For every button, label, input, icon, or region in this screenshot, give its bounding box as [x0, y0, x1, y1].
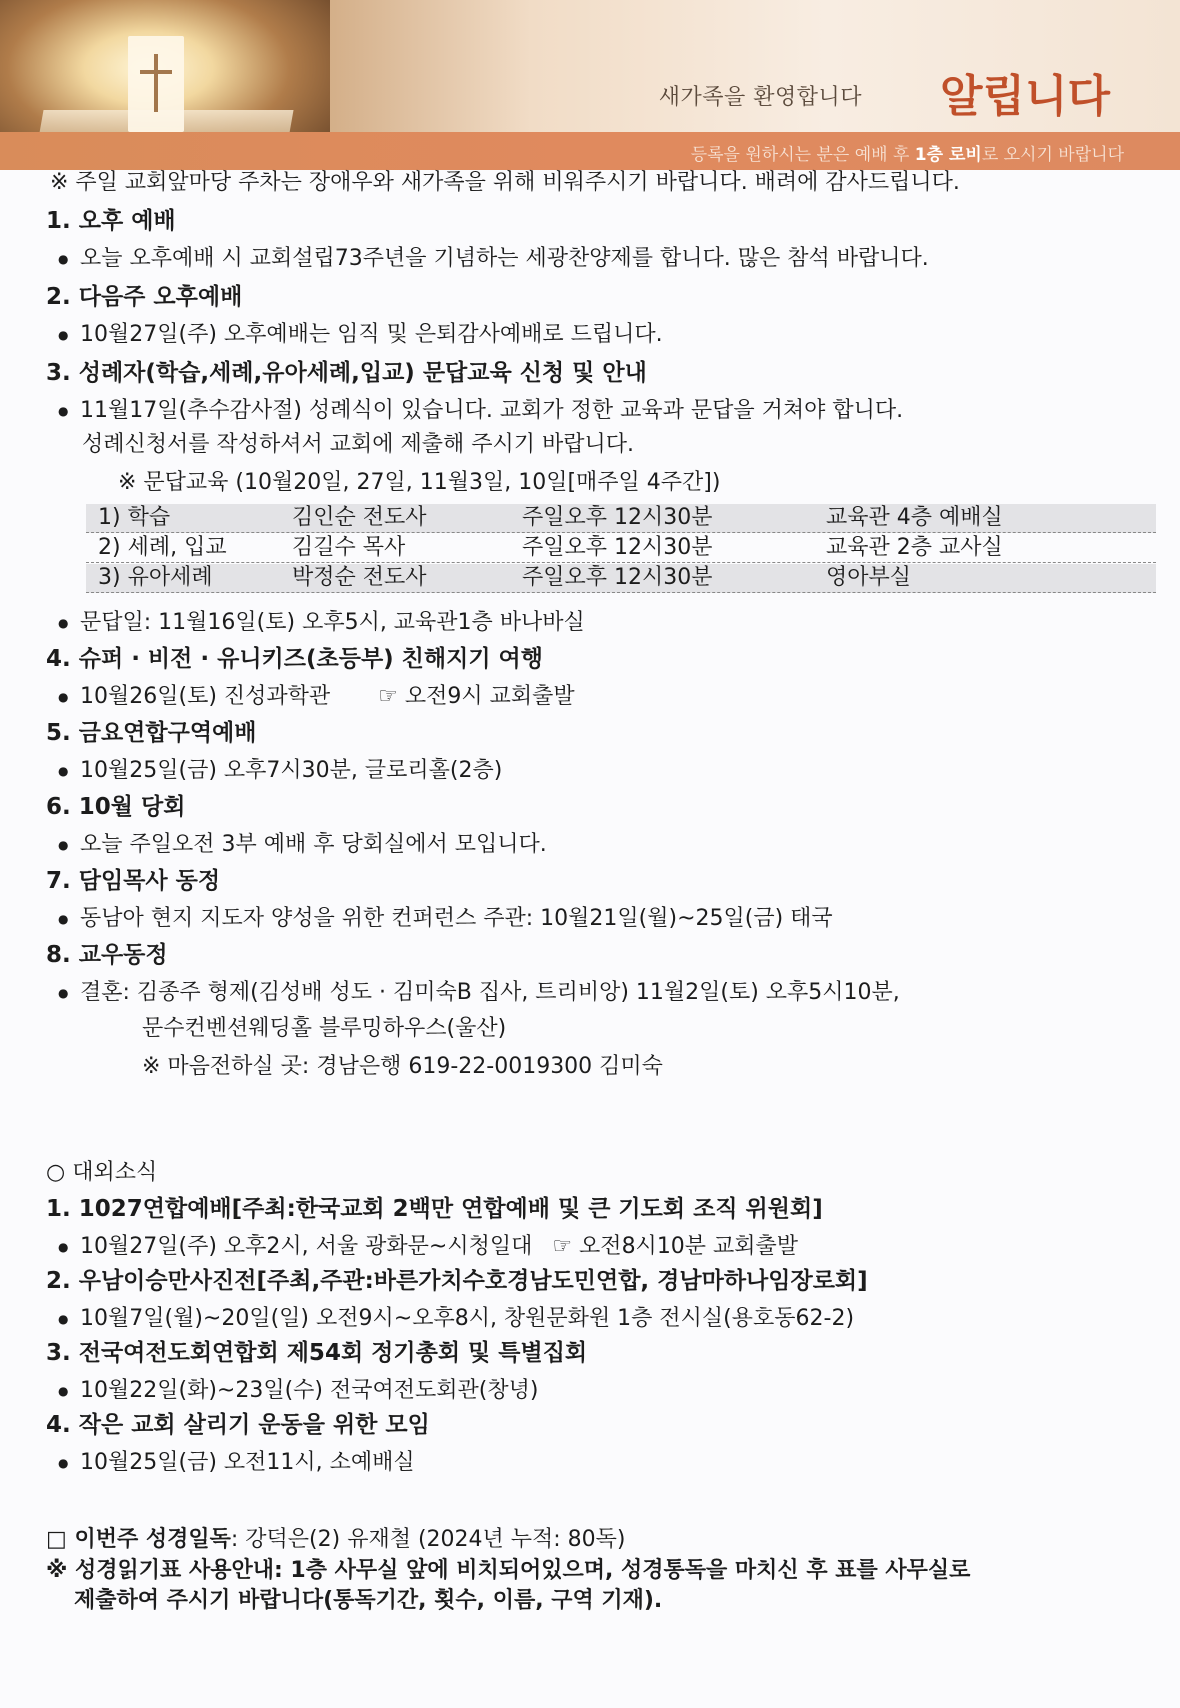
external-2-title: 2. 우남이승만사진전[주최,주관:바른가치수호경남도민연합, 경남마하나임장로회] [46, 1268, 868, 1294]
page-title: 알립니다 [939, 71, 1110, 122]
header-banner [0, 0, 1180, 170]
item-7-bullet: ● 동남아 현지 지도자 양성을 위한 컨퍼런스 주관: 10월21일(월)~25일(금) 태국 [46, 904, 833, 934]
external-4-bullet: ● 10월25일(금) 오전11시, 소예배실 [46, 1448, 415, 1478]
item-2-title: 2. 다음주 오후예배 [46, 284, 243, 310]
schedule-row: 2) 세례, 입교 김길수 목사 주일오후 12시30분 교육관 2층 교사실 [86, 534, 1156, 563]
item-2-bullet: ● 10월27일(주) 오후예배는 임직 및 은퇴감사예배로 드립니다. [46, 320, 663, 350]
external-4-title: 4. 작은 교회 살리기 운동을 위한 모임 [46, 1412, 430, 1438]
item-8-bullet: ● 결혼: 김종주 형제(김성배 성도 · 김미숙B 집사, 트리비앙) 11월2일(토) 오후5시10분, [46, 978, 900, 1008]
external-3-bullet: ● 10월22일(화)~23일(수) 전국여전도회관(창녕) [46, 1376, 538, 1406]
item-8-note: ※ 마음전하실 곳: 경남은행 619-22-0019300 김미숙 [142, 1054, 663, 1079]
item-6-title: 6. 10월 당회 [46, 794, 186, 820]
bible-reading: □ 이번주 성경일독: 강덕은(2) 유재철 (2024년 누적: 80독) [46, 1526, 626, 1552]
item-5-title: 5. 금요연합구역예배 [46, 720, 257, 746]
external-3-title: 3. 전국여전도회연합회 제54회 정기총회 및 특별집회 [46, 1340, 588, 1366]
item-7-title: 7. 담임목사 동정 [46, 868, 221, 894]
schedule-row: 3) 유아세례 박정순 전도사 주일오후 12시30분 영아부실 [86, 564, 1156, 593]
bible-note-2: 제출하여 주시기 바랍니다(통독기간, 횟수, 이름, 구역 기재). [74, 1588, 663, 1613]
item-4-title: 4. 슈퍼 · 비전 · 유니키즈(초등부) 친해지기 여행 [46, 646, 543, 672]
external-2-bullet: ● 10월7일(월)~20일(일) 오전9시~오후8시, 창원문화원 1층 전시실(용호동62-2) [46, 1304, 854, 1334]
registration-note: 등록을 원하시는 분은 예배 후 1층 로비로 오시기 바랍니다 [690, 145, 1124, 165]
item-1-bullet: ● 오늘 오후예배 시 교회설립73주년을 기념하는 세광찬양제를 합니다. 많은 참석 바랍니다. [46, 244, 929, 274]
item-3-title: 3. 성례자(학습,세례,유아세례,입교) 문답교육 신청 및 안내 [46, 360, 647, 386]
bible-note-1: ※ 성경읽기표 사용안내: 1층 사무실 앞에 비치되어있으며, 성경통독을 마치신 후 표를 사무실로 [46, 1558, 971, 1583]
item-3-bullet-cont: 성례신청서를 작성하셔서 교회에 제출해 주시기 바랍니다. [82, 432, 635, 457]
welcome-text: 새가족을 환영합니다 [658, 85, 862, 110]
item-5-bullet: ● 10월25일(금) 오후7시30분, 글로리홀(2층) [46, 756, 502, 786]
external-heading: ○ 대외소식 [46, 1160, 158, 1185]
external-1-title: 1. 1027연합예배[주최:한국교회 2백만 연합예배 및 큰 기도회 조직 위원회] [46, 1196, 823, 1222]
item-1-title: 1. 오후 예배 [46, 208, 176, 234]
item-3-bullet: ● 11월17일(추수감사절) 성례식이 있습니다. 교회가 정한 교육과 문답을 거쳐야 합니다. [46, 396, 903, 426]
parking-notice: ※ 주일 교회앞마당 주차는 장애우와 새가족을 위해 비워주시기 바랍니다. 배려에 감사드립니다. [50, 170, 960, 195]
item-8-title: 8. 교우동정 [46, 942, 168, 968]
item-3-note: ※ 문답교육 (10월20일, 27일, 11월3일, 10일[매주일 4주간]) [118, 470, 721, 495]
external-1-bullet: ● 10월27일(주) 오후2시, 서울 광화문~시청일대 ☞ 오전8시10분 교회출발 [46, 1232, 798, 1262]
cross-icon [128, 36, 184, 132]
item-3-bullet-2: ● 문답일: 11월16일(토) 오후5시, 교육관1층 바나바실 [46, 608, 585, 638]
item-4-bullet: ● 10월26일(토) 진성과학관 ☞ 오전9시 교회출발 [46, 682, 575, 712]
item-6-bullet: ● 오늘 주일오전 3부 예배 후 당회실에서 모입니다. [46, 830, 547, 860]
schedule-row: 1) 학습 김인순 전도사 주일오후 12시30분 교육관 4층 예배실 [86, 504, 1156, 533]
item-8-bullet-cont: 문수컨벤션웨딩홀 블루밍하우스(울산) [142, 1016, 507, 1041]
